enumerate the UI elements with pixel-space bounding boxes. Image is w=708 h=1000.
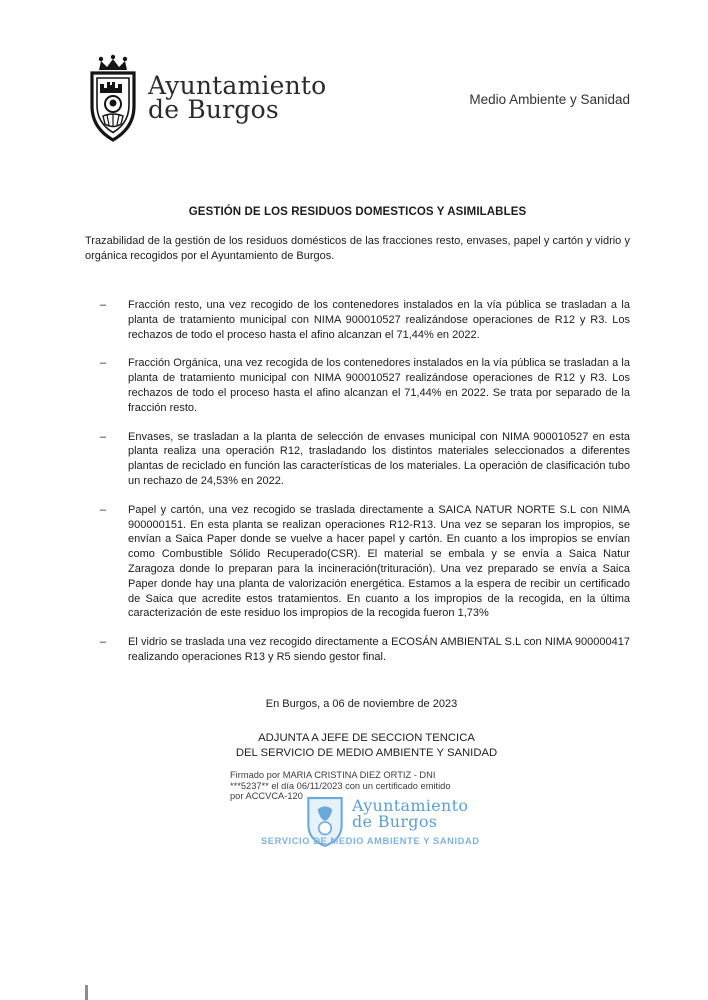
stamp-org-line1: Ayuntamiento xyxy=(352,796,469,815)
bullet-dash: – xyxy=(100,299,107,311)
department-label: Medio Ambiente y Sanidad xyxy=(469,92,630,107)
waste-fractions-list xyxy=(100,298,630,679)
page-title: GESTIÓN DE LOS RESIDUOS DOMESTICOS Y ASIMILABLES xyxy=(188,206,527,218)
list-item-text: Fracción resto, una vez recogido de los contenedores instalados en la vía pública se trasladan a la planta de tratamiento municipal con NIMA 900010527 realizándose operaciones de R12 y R3. Los rechazos de todo el proceso hasta el afino alcanzan el 71,44% en 2022. xyxy=(128,299,630,341)
list-item-text: Papel y cartón, una vez recogido se traslada directamente a SAICA NATUR NORTE S.L con NIMA 900000151. En esta planta se realizan operaciones R12-R13. Una vez se separan los impropios, se envían a Saica Paper donde se vuelve a hacer papel y cartón. En cuanto a los impropios se envían como Combustible Sólido Recuperado(CSR). El material se embala y se envía a Saica Natur Zaragoza donde lo preparan para la incineración(trituración). Una vez preparado se envía a Saica Paper donde hay una planta de valorización energética. Estamos a la espera de recibir un certificado de Saica que acredite estos tratamientos. En cuanto a los impropios de la recogida, en la última caracterización de este residuo los impropios de la recogida fueron 1,73% xyxy=(128,503,630,620)
list-item-text: Fracción Orgánica, una vez recogida de los contenedores instalados en la vía pública se trasladan a la planta de tratamiento municipal con NIMA 900010527 realizándose operaciones de R12 y R3. Los rechazos de todo el proceso hasta el afino alcanzan el 71,44% en 2022. Se trata por separado de la fracción resto. xyxy=(128,357,630,414)
signer-role-line1: ADJUNTA A JEFE DE SECCION TENCICA xyxy=(258,732,475,744)
bullet-dash: – xyxy=(100,430,107,443)
signature-line2: ***5237** el día 06/11/2023 con un certificado emitido xyxy=(230,780,451,791)
signer-role xyxy=(85,731,648,761)
list-item-fraccion-resto xyxy=(100,298,630,342)
list-item-text: Envases, se trasladan a la planta de selección de envases municipal con NIMA 900010527 en esta planta realiza una operación R12, trasladando los distintos materiales seleccionados a diferentes plantas de reciclado en función las características de los materiales. La operación de clasificación tubo un rechazo de 24,53% en 2022. xyxy=(128,430,630,487)
list-item-envases xyxy=(100,430,630,489)
list-item-text: El vidrio se traslada una vez recogido directamente a ECOSÁN AMBIENTAL S.L con NIMA 900000417 realizando operaciones R13 y R5 siendo gestor final. xyxy=(128,636,630,663)
org-name xyxy=(148,71,327,124)
header xyxy=(88,54,630,146)
signer-role-line2: DEL SERVICIO DE MEDIO AMBIENTE Y SANIDAD xyxy=(235,747,498,759)
text-cursor-mark xyxy=(85,985,88,1000)
signature-line3: por ACCVCA-120 xyxy=(230,791,303,802)
list-item-vidrio xyxy=(100,635,630,665)
org-name-line2: de Burgos xyxy=(148,95,279,124)
signature-line1: Firmado por MARIA CRISTINA DIEZ ORTIZ - DNI xyxy=(230,770,436,780)
list-item-papel-carton xyxy=(100,503,630,621)
bullet-dash: – xyxy=(100,357,107,370)
stamp-service-label: SERVICIO DE MEDIO AMBIENTE Y SANIDAD xyxy=(261,836,480,846)
org-name-line1: Ayuntamiento xyxy=(148,71,327,100)
bullet-dash: – xyxy=(100,503,107,516)
burgos-coat-of-arms-icon xyxy=(88,54,138,146)
stamp-org-name xyxy=(352,798,468,830)
stamp-org-line2: de Burgos xyxy=(352,812,438,831)
intro-paragraph: Trazabilidad de la gestión de los residuos domésticos de las fracciones resto, envases, papel y cartón y vidrio y orgánica recogidos por el Ayuntamiento de Burgos. xyxy=(85,235,630,262)
date-line: En Burgos, a 06 de noviembre de 2023 xyxy=(265,698,458,710)
list-item-fraccion-organica xyxy=(100,356,630,415)
bullet-dash: – xyxy=(100,636,107,649)
